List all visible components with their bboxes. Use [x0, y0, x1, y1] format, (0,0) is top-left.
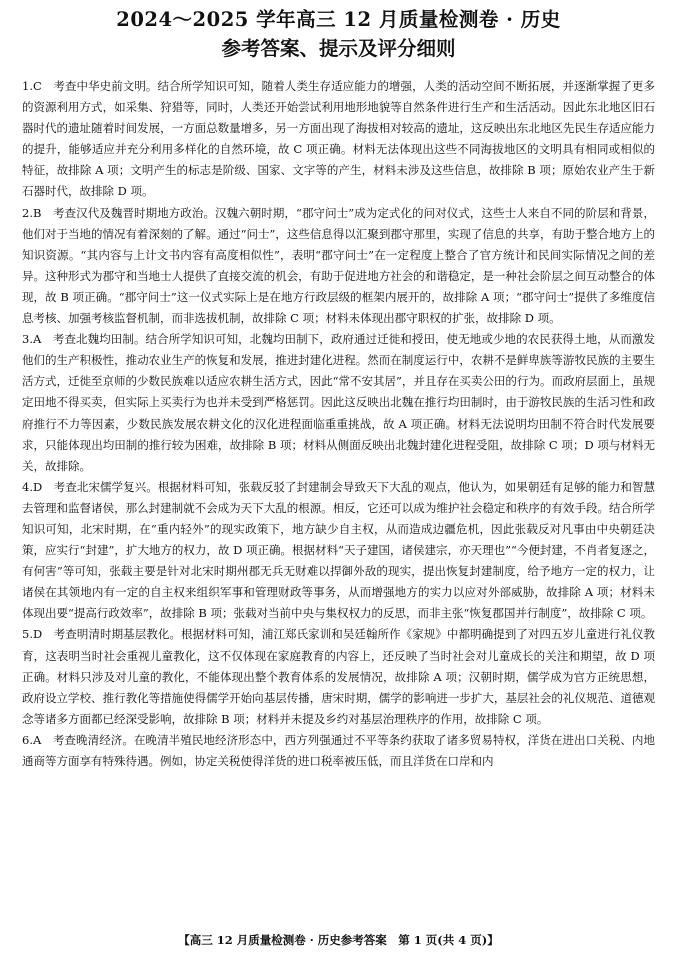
item-number: 1. [22, 79, 33, 93]
answer-list [22, 76, 655, 772]
item-answer: A [32, 732, 42, 747]
item-text: 考查明清时期基层教化。根据材料可知，浦江郑氏家训和吴廷翰所作《家规》中都明确提到了对四五岁儿童进行礼仪教育，这表明当时社会重视儿童教化，这不仅体现在家庭教育的内容上，还反映了当时社会对儿童成长的关注和期望，故 D 项正确。材料只涉及对儿童的教化，不能体现出整个教育体系的发展情况，故排除 A 项；汉朝时期，儒学成为官方正统思想，政府设立学校、推行教化等措施使得儒学开始向基层传播，唐宋时期，儒学的影响进一步扩大，基层社会的礼仪规范、道德观念等诸多方面都已经深受影响，故排除 B 项；材料并未提及乡约对基层治理秩序的作用，故排除 C 项。 [22, 627, 655, 726]
answer-item-1 [22, 76, 655, 203]
page-title: 2024～2025 学年高三 12 月质量检测卷 · 历史 [116, 8, 561, 31]
item-answer: D [32, 627, 43, 642]
answer-item-4 [22, 477, 655, 625]
item-text: 考查北魏均田制。结合所学知识可知，北魏均田制下，政府通过迁徙和授田，使无地或少地的农民获得土地，从而激发他们的生产积极性，推动农业生产的恢复和发展，推进封建化进程。然而在制度运行中，农耕不是鲜卑族等游牧民族的主要生活方式，迁徙至京师的少数民族难以适应农耕生活方式，因此“常不安其居”，并且存在买卖公田的行为。而政府层面上，虽规定田地不得买卖，但实际上买卖行为也并未受到严格惩罚。因此这反映出北魏在推行均田制时，由于游牧民族的生活习性和政府推行不力等因素，少数民族发展农耕文化的汉化进程面临重重挑战，故 A 项正确。材料无法说明均田制不符合时代发展要求，只能体现出均田制的推行较为困难，故排除 B 项；材料从侧面反映出北魏封建化进程受阻，故排除 C 项；D 项与材料无关，故排除。 [22, 332, 655, 473]
item-text: 考查晚清经济。在晚清半殖民地经济形态中，西方列强通过不平等条约获取了诸多贸易特权，洋货在进出口关税、内地通商等方面享有特殊待遇。例如，协定关税使得洋货的进口税率被压低，而且洋货在口岸和内 [22, 732, 655, 768]
item-number: 6. [22, 732, 33, 747]
item-number: 5. [22, 627, 33, 642]
item-answer: D [32, 479, 43, 494]
answer-item-6 [22, 730, 655, 772]
item-number: 2. [22, 205, 33, 220]
page-subtitle: 参考答案、提示及评分细则 [221, 37, 456, 60]
item-answer: C [32, 79, 42, 93]
item-number: 3. [22, 332, 33, 347]
item-answer: B [32, 205, 42, 220]
item-text: 考查北宋儒学复兴。根据材料可知，张载反驳了封建制会导致天下大乱的观点，他认为，如果朝廷有足够的能力和智慧去管理和监督诸侯，那么封建制就不会成为天下大乱的根源。相反，它还可以成为维护社会稳定和秩序的有效手段。结合所学知识可知，北宋时期，在“重内轻外”的现实政策下，地方缺少自主权，从而造成边疆危机，因此张载反对凡事由中央朝廷决策，应实行“封建”，扩大地方的权力，故 D 项正确。根据材料“天子建国，诸侯建宗，亦天理也”“今便封建，不肖者复逐之，有何害”等可知，张载主要是针对北宋时期州郡无兵无财难以捍御外敌的现实，提出恢复封建制度，给予地方一定的权力，让诸侯在其领地内有一定的自主权来组织军事和管理财政等事务，从而增强地方的实力以应对外部威胁，故排除 A 项；材料未体现出要“提高行政效率”，故排除 B 项；张载对当前中央与集权权力的反思，而非主张“恢复郡国并行制度”，故排除 C 项。 [22, 479, 655, 621]
answer-item-3 [22, 329, 655, 477]
page-footer: 【高三 12 月质量检测卷 · 历史参考答案 第 1 页(共 4 页)】 [178, 933, 499, 947]
item-text: 考查中华史前文明。结合所学知识可知，随着人类生存适应能力的增强，人类的活动空间不断拓展，并逐渐掌握了更多的资源利用方式，如采集、狩猎等，同时，人类还开始尝试利用地形地貌等自然条件进行生产和生活活动。因此东北地区旧石器时代的遗址随着时间发展，一方面总数量增多，另一方面出现了海拔相对较高的遗址，这反映出东北地区先民生存适应能力的提升，能够适应并充分利用多样化的自然环境，故 C 项正确。材料无法体现出这些不同海拔地区的文明具有相同或相似的特征，故排除 A 项；文明产生的标志是阶级、国家、文字等的产生，材料未涉及这些信息，故排除 B 项；原始农业产生于新石器时代，故排除 D 项。 [22, 79, 655, 199]
item-answer: A [32, 332, 42, 347]
item-text: 考查汉代及魏晋时期地方政治。汉魏六朝时期，“郡守问士”成为定式化的问对仪式，这些士人来自不同的阶层和背景，他们对于当地的情况有着深刻的了解。通过“问士”，这些信息得以汇聚到郡守那里，实现了信息的共享，有助于整合地方上的知识资源。“其内容与上计文书内容有高度相似性”，表明“郡守问士”在一定程度上整合了官方统计和民间实际情况之间的差异。这种形式为郡守和当地士人提供了直接交流的机会，有助于促进地方社会的和谐稳定，是一种社会阶层之间互动整合的体现，故 B 项正确。“郡守问士”这一仪式实际上是在地方行政层级的框架内展开的，故排除 A 项；“郡守问士”提供了多维度信息考核、加强考核监督机制，而非选拔机制，故排除 C 项；材料未体现出郡守职权的扩张，故排除 D 项。 [22, 205, 655, 326]
answer-item-2 [22, 203, 655, 330]
item-number: 4. [22, 479, 33, 494]
answer-item-5 [22, 624, 655, 729]
